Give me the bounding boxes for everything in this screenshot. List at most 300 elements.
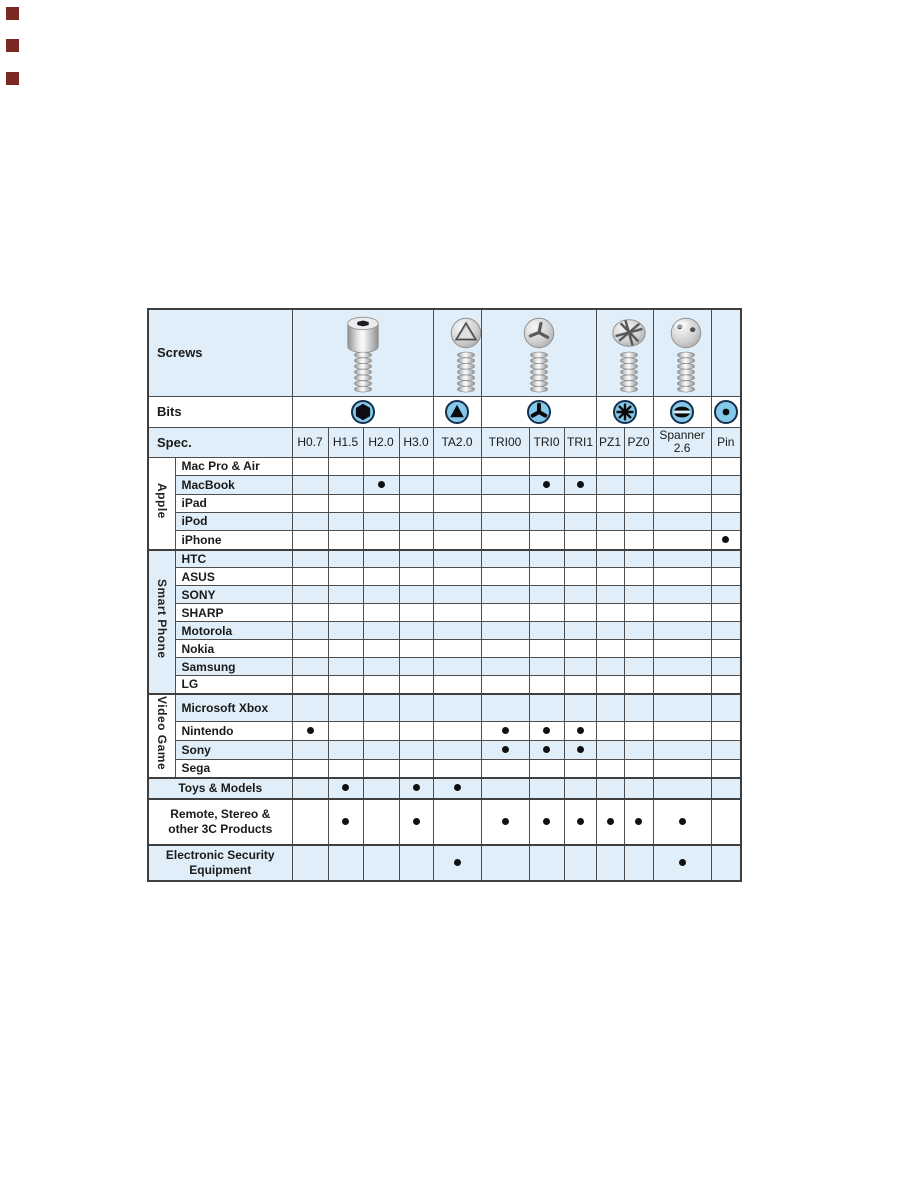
cell-toys-models-tri1 xyxy=(564,778,596,799)
cell-microsoft-xbox-tri1 xyxy=(564,694,596,722)
cell-toys-models-tri00 xyxy=(481,778,529,799)
cell-nintendo-pz0 xyxy=(624,722,653,741)
cell-lg-h3-0 xyxy=(399,676,433,694)
cell-sega-h3-0 xyxy=(399,760,433,778)
bit-cell-triangle-bit xyxy=(433,396,481,427)
screw-image-tripoint-screw xyxy=(481,309,596,396)
cell-motorola-tri00 xyxy=(481,622,529,640)
compat-dot xyxy=(679,818,686,825)
cell-sharp-tri1 xyxy=(564,604,596,622)
cell-ipod-tri0 xyxy=(529,512,564,530)
compatibility-table-wrap xyxy=(147,308,742,882)
group-label-smart-phone: Smart Phone xyxy=(148,550,175,694)
cell-htc-h2-0 xyxy=(363,550,399,568)
cell-toys-models-h3-0 xyxy=(399,778,433,799)
compat-dot xyxy=(502,818,509,825)
triangle-screw-icon xyxy=(434,313,482,393)
spec-header-h0-7: H0.7 xyxy=(292,427,328,457)
cell-electronic-security-equipment-pz1 xyxy=(596,845,624,881)
cell-htc-tri00 xyxy=(481,550,529,568)
cell-toys-models-h2-0 xyxy=(363,778,399,799)
cell-sony-pin xyxy=(711,586,741,604)
cell-nintendo-pin xyxy=(711,722,741,741)
spec-header-tri00: TRI00 xyxy=(481,427,529,457)
cell-mac-pro-air-spanner-2-6 xyxy=(653,457,711,475)
spec-header-tri0: TRI0 xyxy=(529,427,564,457)
cell-nintendo-ta2-0 xyxy=(433,722,481,741)
bit-cell-spanner-bit xyxy=(653,396,711,427)
spec-header-spanner-2-6: Spanner 2.6 xyxy=(653,427,711,457)
cell-remote-stereo-other-3c-products-tri0 xyxy=(529,799,564,845)
cell-microsoft-xbox-h1-5 xyxy=(328,694,363,722)
row-label-motorola: Motorola xyxy=(175,622,292,640)
cell-remote-stereo-other-3c-products-tri00 xyxy=(481,799,529,845)
cell-iphone-spanner-2-6 xyxy=(653,530,711,550)
cell-sony-spanner-2-6 xyxy=(653,741,711,760)
cell-electronic-security-equipment-tri0 xyxy=(529,845,564,881)
row-label-sharp: SHARP xyxy=(175,604,292,622)
cell-toys-models-h1-5 xyxy=(328,778,363,799)
cell-nintendo-h3-0 xyxy=(399,722,433,741)
cell-samsung-h0-7 xyxy=(292,658,328,676)
cell-mac-pro-air-tri0 xyxy=(529,457,564,475)
cell-sharp-spanner-2-6 xyxy=(653,604,711,622)
cell-mac-pro-air-tri1 xyxy=(564,457,596,475)
spec-header-h1-5: H1.5 xyxy=(328,427,363,457)
cell-electronic-security-equipment-ta2-0 xyxy=(433,845,481,881)
cell-ipod-ta2-0 xyxy=(433,512,481,530)
cell-microsoft-xbox-spanner-2-6 xyxy=(653,694,711,722)
compat-dot xyxy=(342,784,349,791)
cell-toys-models-h0-7 xyxy=(292,778,328,799)
cell-nokia-h0-7 xyxy=(292,640,328,658)
cell-sony-ta2-0 xyxy=(433,741,481,760)
cell-sony-pz0 xyxy=(624,741,653,760)
cell-sony-h2-0 xyxy=(363,741,399,760)
cell-toys-models-pin xyxy=(711,778,741,799)
cell-sony-h1-5 xyxy=(328,741,363,760)
cell-iphone-ta2-0 xyxy=(433,530,481,550)
compat-dot xyxy=(543,727,550,734)
spanner-bit-icon xyxy=(669,399,695,425)
cell-htc-pz1 xyxy=(596,550,624,568)
cell-toys-models-tri0 xyxy=(529,778,564,799)
cell-sony-tri1 xyxy=(564,741,596,760)
cell-sony-tri00 xyxy=(481,586,529,604)
cell-microsoft-xbox-ta2-0 xyxy=(433,694,481,722)
cell-htc-tri0 xyxy=(529,550,564,568)
cell-nintendo-spanner-2-6 xyxy=(653,722,711,741)
cell-sega-pin xyxy=(711,760,741,778)
cell-sony-h3-0 xyxy=(399,741,433,760)
cell-mac-pro-air-pin xyxy=(711,457,741,475)
cell-lg-h1-5 xyxy=(328,676,363,694)
row-label-electronic-security-equipment: Electronic Security Equipment xyxy=(148,845,292,881)
cell-macbook-h0-7 xyxy=(292,475,328,494)
cell-ipad-spanner-2-6 xyxy=(653,494,711,512)
compat-dot xyxy=(378,481,385,488)
cell-nokia-tri0 xyxy=(529,640,564,658)
cell-lg-tri1 xyxy=(564,676,596,694)
cell-sony-tri0 xyxy=(529,586,564,604)
cell-samsung-pin xyxy=(711,658,741,676)
compat-dot xyxy=(454,784,461,791)
compat-dot xyxy=(413,784,420,791)
cell-iphone-h1-5 xyxy=(328,530,363,550)
cell-remote-stereo-other-3c-products-h2-0 xyxy=(363,799,399,845)
screw-image-triangle-screw xyxy=(433,309,481,396)
cell-remote-stereo-other-3c-products-pz0 xyxy=(624,799,653,845)
cell-ipod-pz1 xyxy=(596,512,624,530)
cell-sega-tri1 xyxy=(564,760,596,778)
cell-sega-pz1 xyxy=(596,760,624,778)
compat-dot xyxy=(502,746,509,753)
cell-samsung-tri0 xyxy=(529,658,564,676)
cell-lg-ta2-0 xyxy=(433,676,481,694)
row-label-remote-stereo-other-3c-products: Remote, Stereo & other 3C Products xyxy=(148,799,292,845)
cell-ipad-pin xyxy=(711,494,741,512)
cell-nokia-ta2-0 xyxy=(433,640,481,658)
cell-electronic-security-equipment-tri00 xyxy=(481,845,529,881)
cell-mac-pro-air-h1-5 xyxy=(328,457,363,475)
triangle-bit-icon xyxy=(444,399,470,425)
cell-htc-spanner-2-6 xyxy=(653,550,711,568)
cell-nokia-pz1 xyxy=(596,640,624,658)
compat-dot xyxy=(543,481,550,488)
cell-electronic-security-equipment-tri1 xyxy=(564,845,596,881)
cell-microsoft-xbox-pin xyxy=(711,694,741,722)
compat-dot xyxy=(607,818,614,825)
cell-ipod-tri1 xyxy=(564,512,596,530)
cell-iphone-tri1 xyxy=(564,530,596,550)
cell-electronic-security-equipment-spanner-2-6 xyxy=(653,845,711,881)
cell-nintendo-h2-0 xyxy=(363,722,399,741)
cell-motorola-tri1 xyxy=(564,622,596,640)
cell-sega-tri0 xyxy=(529,760,564,778)
cell-lg-h2-0 xyxy=(363,676,399,694)
cell-ipod-h3-0 xyxy=(399,512,433,530)
row-label-lg: LG xyxy=(175,676,292,694)
pin-bit-icon xyxy=(713,399,739,425)
cell-mac-pro-air-h3-0 xyxy=(399,457,433,475)
cell-ipod-tri00 xyxy=(481,512,529,530)
spec-header-pz1: PZ1 xyxy=(596,427,624,457)
bits-row-label: Bits xyxy=(148,396,292,427)
cell-iphone-pz0 xyxy=(624,530,653,550)
bit-cell-tripoint-bit xyxy=(481,396,596,427)
cell-toys-models-ta2-0 xyxy=(433,778,481,799)
cell-ipad-tri0 xyxy=(529,494,564,512)
cell-samsung-h3-0 xyxy=(399,658,433,676)
cell-lg-pin xyxy=(711,676,741,694)
compat-dot xyxy=(679,859,686,866)
compat-dot xyxy=(577,727,584,734)
cell-nokia-spanner-2-6 xyxy=(653,640,711,658)
cell-iphone-tri0 xyxy=(529,530,564,550)
cell-motorola-ta2-0 xyxy=(433,622,481,640)
cell-toys-models-pz1 xyxy=(596,778,624,799)
cell-asus-pz0 xyxy=(624,568,653,586)
spec-header-h3-0: H3.0 xyxy=(399,427,433,457)
compat-dot xyxy=(577,746,584,753)
cell-microsoft-xbox-h2-0 xyxy=(363,694,399,722)
cell-sony-pz1 xyxy=(596,741,624,760)
cell-remote-stereo-other-3c-products-pz1 xyxy=(596,799,624,845)
cell-sharp-ta2-0 xyxy=(433,604,481,622)
screws-row-label: Screws xyxy=(148,309,292,396)
cell-samsung-spanner-2-6 xyxy=(653,658,711,676)
cell-sony-h0-7 xyxy=(292,586,328,604)
cell-motorola-h1-5 xyxy=(328,622,363,640)
cell-sony-tri1 xyxy=(564,586,596,604)
cell-asus-h0-7 xyxy=(292,568,328,586)
cell-macbook-ta2-0 xyxy=(433,475,481,494)
row-label-iphone: iPhone xyxy=(175,530,292,550)
cell-sharp-tri00 xyxy=(481,604,529,622)
compat-dot xyxy=(307,727,314,734)
cell-remote-stereo-other-3c-products-pin xyxy=(711,799,741,845)
cell-sharp-h0-7 xyxy=(292,604,328,622)
cell-macbook-pin xyxy=(711,475,741,494)
spec-header-ta2-0: TA2.0 xyxy=(433,427,481,457)
cell-electronic-security-equipment-pz0 xyxy=(624,845,653,881)
cell-sharp-h3-0 xyxy=(399,604,433,622)
spec-header-pin: Pin xyxy=(711,427,741,457)
row-label-sony: Sony xyxy=(175,741,292,760)
cell-iphone-tri00 xyxy=(481,530,529,550)
cell-lg-h0-7 xyxy=(292,676,328,694)
cell-sony-h3-0 xyxy=(399,586,433,604)
group-label-apple: Apple xyxy=(148,457,175,550)
cell-macbook-h3-0 xyxy=(399,475,433,494)
cell-ipod-pz0 xyxy=(624,512,653,530)
cell-asus-pin xyxy=(711,568,741,586)
tripoint-screw-icon xyxy=(507,313,571,393)
cell-ipod-spanner-2-6 xyxy=(653,512,711,530)
compat-dot xyxy=(635,818,642,825)
cell-asus-spanner-2-6 xyxy=(653,568,711,586)
cell-nokia-h3-0 xyxy=(399,640,433,658)
cell-nintendo-tri00 xyxy=(481,722,529,741)
cell-sharp-tri0 xyxy=(529,604,564,622)
row-label-nokia: Nokia xyxy=(175,640,292,658)
cell-mac-pro-air-pz0 xyxy=(624,457,653,475)
cell-nintendo-h1-5 xyxy=(328,722,363,741)
cell-ipad-h0-7 xyxy=(292,494,328,512)
cell-remote-stereo-other-3c-products-ta2-0 xyxy=(433,799,481,845)
cell-ipad-ta2-0 xyxy=(433,494,481,512)
spec-row-label: Spec. xyxy=(148,427,292,457)
cell-asus-tri0 xyxy=(529,568,564,586)
cell-microsoft-xbox-h0-7 xyxy=(292,694,328,722)
cell-sony-tri0 xyxy=(529,741,564,760)
cell-sega-h0-7 xyxy=(292,760,328,778)
cell-remote-stereo-other-3c-products-h1-5 xyxy=(328,799,363,845)
cell-motorola-pin xyxy=(711,622,741,640)
compat-dot xyxy=(342,818,349,825)
screw-image-spanner-screw xyxy=(653,309,711,396)
cell-htc-pz0 xyxy=(624,550,653,568)
cell-htc-pin xyxy=(711,550,741,568)
cell-microsoft-xbox-pz1 xyxy=(596,694,624,722)
cell-sony-h1-5 xyxy=(328,586,363,604)
cell-motorola-h2-0 xyxy=(363,622,399,640)
cell-samsung-tri00 xyxy=(481,658,529,676)
cell-motorola-pz0 xyxy=(624,622,653,640)
cell-nokia-tri00 xyxy=(481,640,529,658)
compatibility-table xyxy=(147,308,742,882)
cell-remote-stereo-other-3c-products-tri1 xyxy=(564,799,596,845)
pozidriv-bit-icon xyxy=(612,399,638,425)
cell-asus-tri00 xyxy=(481,568,529,586)
cell-samsung-h1-5 xyxy=(328,658,363,676)
cell-iphone-pz1 xyxy=(596,530,624,550)
cell-sega-spanner-2-6 xyxy=(653,760,711,778)
screw-image-hex-socket-screw xyxy=(292,309,433,396)
cell-mac-pro-air-h0-7 xyxy=(292,457,328,475)
cell-nokia-pin xyxy=(711,640,741,658)
spec-header-tri1: TRI1 xyxy=(564,427,596,457)
cell-ipad-pz1 xyxy=(596,494,624,512)
row-label-sony: SONY xyxy=(175,586,292,604)
cell-ipod-h2-0 xyxy=(363,512,399,530)
cell-motorola-spanner-2-6 xyxy=(653,622,711,640)
cell-sony-h0-7 xyxy=(292,741,328,760)
cell-motorola-tri0 xyxy=(529,622,564,640)
screw-image-none xyxy=(711,309,741,396)
cell-sony-pin xyxy=(711,741,741,760)
cell-htc-h0-7 xyxy=(292,550,328,568)
cell-electronic-security-equipment-pin xyxy=(711,845,741,881)
cell-sony-pz1 xyxy=(596,586,624,604)
cell-macbook-h1-5 xyxy=(328,475,363,494)
cell-toys-models-pz0 xyxy=(624,778,653,799)
compat-dot xyxy=(502,727,509,734)
cell-htc-h3-0 xyxy=(399,550,433,568)
spec-header-h2-0: H2.0 xyxy=(363,427,399,457)
cell-macbook-pz1 xyxy=(596,475,624,494)
cell-htc-tri1 xyxy=(564,550,596,568)
compat-dot xyxy=(543,818,550,825)
cell-sharp-pz0 xyxy=(624,604,653,622)
row-label-ipod: iPod xyxy=(175,512,292,530)
decor-square xyxy=(6,39,19,52)
cell-ipad-tri00 xyxy=(481,494,529,512)
cell-microsoft-xbox-tri00 xyxy=(481,694,529,722)
decor-square xyxy=(6,7,19,20)
cell-samsung-pz1 xyxy=(596,658,624,676)
cell-remote-stereo-other-3c-products-h0-7 xyxy=(292,799,328,845)
row-label-ipad: iPad xyxy=(175,494,292,512)
spanner-screw-icon xyxy=(654,313,712,393)
cell-htc-h1-5 xyxy=(328,550,363,568)
cell-mac-pro-air-pz1 xyxy=(596,457,624,475)
cell-toys-models-spanner-2-6 xyxy=(653,778,711,799)
hex-socket-screw-icon xyxy=(331,313,395,393)
cell-lg-pz0 xyxy=(624,676,653,694)
cell-lg-spanner-2-6 xyxy=(653,676,711,694)
cell-sega-pz0 xyxy=(624,760,653,778)
row-label-macbook: MacBook xyxy=(175,475,292,494)
row-label-htc: HTC xyxy=(175,550,292,568)
compat-dot xyxy=(413,818,420,825)
cell-iphone-h0-7 xyxy=(292,530,328,550)
hex-bit-icon xyxy=(350,399,376,425)
cell-sony-pz0 xyxy=(624,586,653,604)
cell-lg-pz1 xyxy=(596,676,624,694)
cell-iphone-pin xyxy=(711,530,741,550)
cell-motorola-pz1 xyxy=(596,622,624,640)
compat-dot xyxy=(722,536,729,543)
cell-lg-tri00 xyxy=(481,676,529,694)
cell-mac-pro-air-ta2-0 xyxy=(433,457,481,475)
cell-electronic-security-equipment-h0-7 xyxy=(292,845,328,881)
compat-dot xyxy=(577,481,584,488)
cell-asus-h2-0 xyxy=(363,568,399,586)
cell-nokia-tri1 xyxy=(564,640,596,658)
cell-sony-spanner-2-6 xyxy=(653,586,711,604)
cell-ipad-pz0 xyxy=(624,494,653,512)
cell-nokia-pz0 xyxy=(624,640,653,658)
cell-remote-stereo-other-3c-products-spanner-2-6 xyxy=(653,799,711,845)
pozidriv-screw-icon xyxy=(597,313,654,393)
cell-nintendo-pz1 xyxy=(596,722,624,741)
cell-microsoft-xbox-tri0 xyxy=(529,694,564,722)
cell-nintendo-h0-7 xyxy=(292,722,328,741)
cell-iphone-h3-0 xyxy=(399,530,433,550)
cell-nintendo-tri0 xyxy=(529,722,564,741)
bit-cell-pozidriv-bit xyxy=(596,396,653,427)
cell-sega-h1-5 xyxy=(328,760,363,778)
cell-sega-h2-0 xyxy=(363,760,399,778)
cell-macbook-tri0 xyxy=(529,475,564,494)
row-label-microsoft-xbox: Microsoft Xbox xyxy=(175,694,292,722)
cell-sharp-h1-5 xyxy=(328,604,363,622)
cell-microsoft-xbox-pz0 xyxy=(624,694,653,722)
cell-motorola-h3-0 xyxy=(399,622,433,640)
cell-macbook-tri1 xyxy=(564,475,596,494)
cell-htc-ta2-0 xyxy=(433,550,481,568)
compat-dot xyxy=(454,859,461,866)
cell-ipad-h1-5 xyxy=(328,494,363,512)
cell-sharp-pin xyxy=(711,604,741,622)
cell-ipod-pin xyxy=(711,512,741,530)
cell-samsung-tri1 xyxy=(564,658,596,676)
cell-sharp-pz1 xyxy=(596,604,624,622)
cell-macbook-h2-0 xyxy=(363,475,399,494)
cell-ipod-h1-5 xyxy=(328,512,363,530)
row-label-sega: Sega xyxy=(175,760,292,778)
row-label-toys-models: Toys & Models xyxy=(148,778,292,799)
row-label-asus: ASUS xyxy=(175,568,292,586)
cell-sony-h2-0 xyxy=(363,586,399,604)
cell-lg-tri0 xyxy=(529,676,564,694)
compat-dot xyxy=(543,746,550,753)
decor-square xyxy=(6,72,19,85)
cell-nokia-h1-5 xyxy=(328,640,363,658)
tripoint-bit-icon xyxy=(526,399,552,425)
cell-macbook-pz0 xyxy=(624,475,653,494)
cell-sharp-h2-0 xyxy=(363,604,399,622)
cell-sony-tri00 xyxy=(481,741,529,760)
cell-samsung-pz0 xyxy=(624,658,653,676)
cell-mac-pro-air-tri00 xyxy=(481,457,529,475)
cell-asus-h3-0 xyxy=(399,568,433,586)
row-label-samsung: Samsung xyxy=(175,658,292,676)
cell-ipad-h3-0 xyxy=(399,494,433,512)
cell-ipod-h0-7 xyxy=(292,512,328,530)
cell-microsoft-xbox-h3-0 xyxy=(399,694,433,722)
